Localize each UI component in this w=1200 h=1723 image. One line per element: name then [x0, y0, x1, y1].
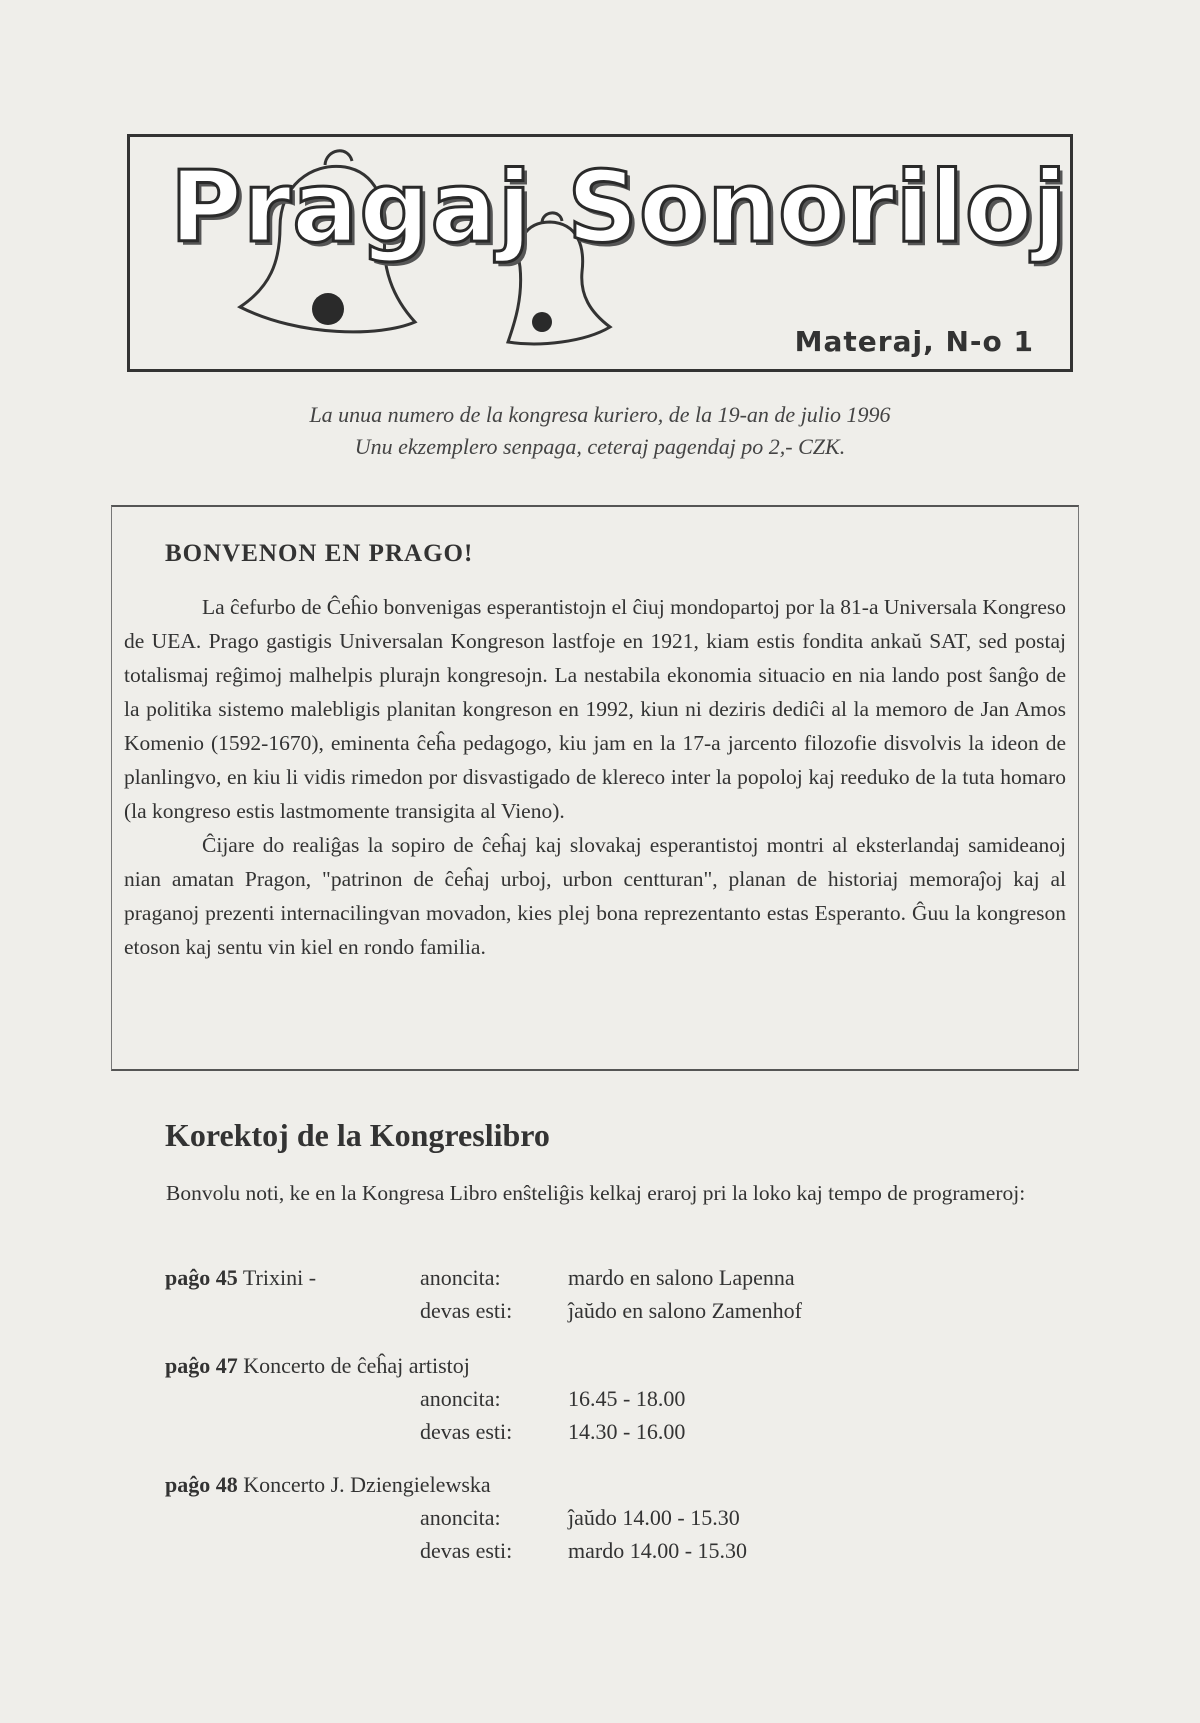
should-value: mardo 14.00 - 15.30: [568, 1538, 748, 1563]
should-label: devas esti:: [420, 1419, 513, 1444]
should-label: devas esti:: [420, 1298, 513, 1323]
bell-left-clapper-icon: [312, 293, 344, 325]
correction-entry: [165, 1353, 965, 1452]
should-label: devas esti:: [420, 1538, 513, 1563]
entry-item: Koncerto J. Dziengielewska: [243, 1472, 491, 1497]
welcome-body: [124, 590, 1066, 964]
entry-item: Trixini -: [242, 1265, 317, 1290]
bell-right-clapper-icon: [532, 312, 552, 332]
entry-item: Koncerto de ĉeĥaj artistoj: [243, 1353, 470, 1378]
announced-value: mardo en salono Lapenna: [568, 1265, 795, 1290]
corrections-title: Korektoj de la Kongreslibro: [165, 1117, 550, 1153]
corrections-intro: [124, 1176, 1068, 1210]
masthead-title: Pragaj Sonoriloj: [170, 151, 1068, 265]
masthead: [127, 134, 1073, 372]
welcome-paragraph-2: Ĉijare do realiĝas la sopiro de ĉeĥaj kaj slovakaj esperantistoj montri al eksterlandaj samideanoj nian amatan Pragon, "patrinon de ĉeĥaj urboj, urbon centturan", planan de historiaj memoraĵoj kaj al praganoj prezenti internacilingvan movadon, kies plej bona reprezentanto estas Esperanto. Ĝuu la kongreson etoson kaj sentu vin kiel en rondo familia.: [124, 833, 1066, 959]
entry-page: paĝo 45: [165, 1265, 238, 1290]
welcome-paragraph-1: La ĉefurbo de Ĉeĥio bonvenigas esperantistojn el ĉiuj mondopartoj por la 81-a Universala Kongreso de UEA. Prago gastigis Universalan Kongreson lastfoje en 1921, kiam estis fondita ankaŭ SAT, sed postaj totalismaj reĝimoj malhelpis plurajn kongresojn. La nestabila ekonomia situacio en nia lando post ŝanĝo de la politika sistemo malebligis planitan kongreson en 1992, kiun ni deziris dediĉi al la memoro de Jan Amos Komenio (1592-1670), eminenta ĉeĥa pedagogo, kiu jam en la 17-a jarcento filozofie disvolvis la ideon de planlingvo, en kiu li vidis rimedon por disvastigado de klereco inter la popoloj kaj reeduko de la tuta homaro (la kongreso estis lastmomente transigita al Vieno).: [124, 595, 1066, 823]
announced-value: ĵaŭdo 14.00 - 15.30: [568, 1505, 740, 1530]
issue-label: Materaj, N-o 1: [794, 325, 1034, 358]
should-value: ĵaŭdo en salono Zamenhof: [568, 1298, 802, 1323]
announced-label: anoncita:: [420, 1505, 501, 1530]
welcome-title: BONVENON EN PRAGO!: [165, 540, 474, 567]
correction-entry: [165, 1472, 965, 1571]
correction-entry: [165, 1265, 965, 1331]
announced-label: anoncita:: [420, 1265, 501, 1290]
announced-value: 16.45 - 18.00: [568, 1386, 686, 1411]
entry-page: paĝo 48: [165, 1472, 238, 1497]
announced-label: anoncita:: [420, 1386, 501, 1411]
entry-page: paĝo 47: [165, 1353, 238, 1378]
subtitle-line-1: La unua numero de la kongresa kuriero, de la 19-an de julio 1996: [309, 402, 891, 427]
subtitle-line-2: Unu ekzemplero senpaga, ceteraj pagendaj po 2,- CZK.: [354, 434, 846, 459]
corrections-intro-text: Bonvolu noti, ke en la Kongresa Libro enŝteliĝis kelkaj eraroj pri la loko kaj tempo de programeroj:: [166, 1181, 1026, 1205]
should-value: 14.30 - 16.00: [568, 1419, 686, 1444]
